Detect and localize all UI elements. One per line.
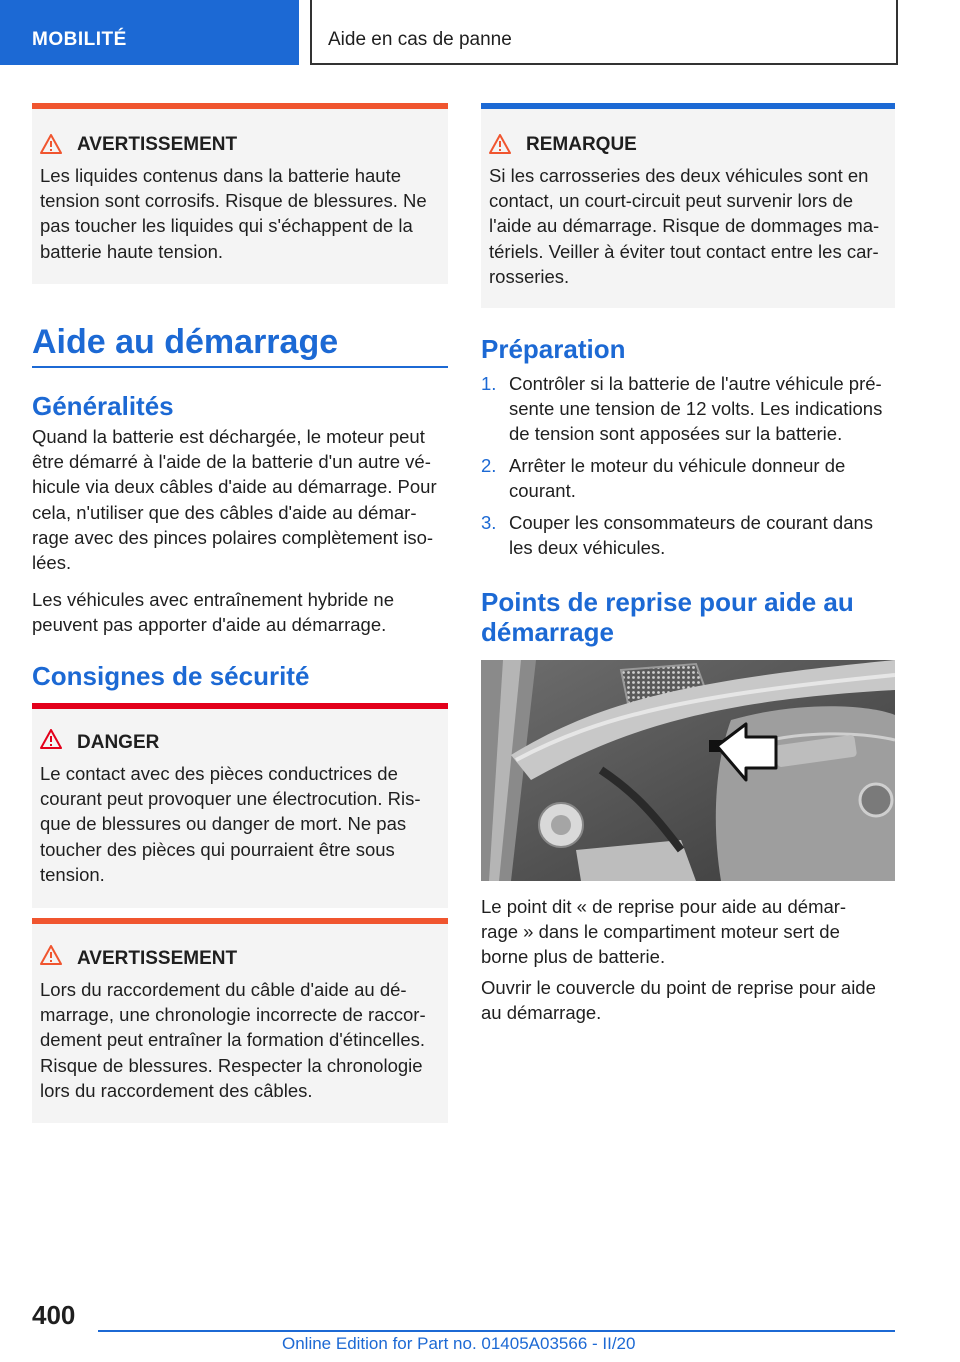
danger-box xyxy=(32,703,448,908)
warning-bar xyxy=(32,918,448,924)
chapter-title: Aide en cas de panne xyxy=(328,29,512,50)
section-tab[interactable] xyxy=(0,0,299,65)
page-number: 400 xyxy=(32,1300,76,1330)
note-box xyxy=(481,103,895,308)
warning-text: Lors du raccordement du câble d'aide au dé- marrage, une chronologie incorrecte de raccor- dement peut entraîner la formation d'étincelles. Risque de blessures. Respecter la chronologie lors du raccordement des câbles. xyxy=(40,979,426,1101)
engine-compartment-photo xyxy=(481,660,895,881)
safety-heading: Consignes de sécurité xyxy=(32,661,310,691)
main-heading: Aide au démarrage xyxy=(32,323,339,361)
danger-title: DANGER xyxy=(77,732,160,753)
danger-text: Le contact avec des pièces conductrices de courant peut provoquer une électrocution. Ris- que de blessures ou danger de mort. Ne pas toucher des pièces qui pourraient être sous tension. xyxy=(40,763,421,885)
general-paragraph-1: Quand la batterie est déchargée, le moteur peut être démarré à l'aide de la batterie d'un autre vé- hicule via deux câbles d'aide au démarrage. Pour cela, n'utiliser que des câbles d'aide au démar- rage avec des pinces polaires complètement iso- lées. xyxy=(32,426,437,574)
jump-point-paragraph-1: Le point dit « de reprise pour aide au démar- rage » dans le compartiment moteur sert de borne plus de batterie. xyxy=(481,896,847,968)
step-number: 2. xyxy=(481,455,497,476)
chapter-header xyxy=(310,0,898,65)
step-text: Arrêter le moteur du véhicule donneur de courant. xyxy=(509,455,846,502)
warning-box-battery-liquids xyxy=(32,103,448,284)
preparation-heading: Préparation xyxy=(481,334,626,364)
jump-point-paragraph-2: Ouvrir le couvercle du point de reprise pour aide au démarrage. xyxy=(481,977,876,1024)
step-number: 1. xyxy=(481,373,497,394)
footer-rule xyxy=(98,1330,895,1332)
warning-triangle-icon xyxy=(40,945,62,965)
section-label: MOBILITÉ xyxy=(32,29,127,50)
danger-bar xyxy=(32,703,448,709)
danger-triangle-icon xyxy=(40,729,62,749)
step-number: 3. xyxy=(481,512,497,533)
warning-title: AVERTISSEMENT xyxy=(77,948,238,969)
step-text: Couper les consommateurs de courant dans les deux véhicules. xyxy=(509,512,874,559)
note-bar xyxy=(481,103,895,109)
note-text: Si les carrosseries des deux véhicules sont en contact, un court-circuit peut survenir lors de l'aide au démarrage. Risque de dommages ma- tériels. Veiller à éviter tout contact entre les car- rosseries. xyxy=(489,165,880,287)
note-triangle-icon xyxy=(489,134,511,154)
warning-title: AVERTISSEMENT xyxy=(77,134,238,155)
warning-box-cable-connection xyxy=(32,918,448,1123)
jump-points-heading: Points de reprise pour aide au démarrage xyxy=(481,587,854,647)
heading-rule xyxy=(32,366,448,368)
warning-text: Les liquides contenus dans la batterie haute tension sont corrosifs. Risque de blessures. Ne pas toucher les liquides qui s'échappent de la batterie haute tension. xyxy=(40,165,427,262)
edition-text: Online Edition for Part no. 01405A03566 - II/20 xyxy=(282,1334,636,1353)
warning-bar xyxy=(32,103,448,109)
general-heading: Généralités xyxy=(32,391,174,421)
note-title: REMARQUE xyxy=(526,134,637,155)
warning-triangle-icon xyxy=(40,134,62,154)
step-text: Contrôler si la batterie de l'autre véhicule pré- sente une tension de 12 volts. Les indications de tension sont apposées sur la batterie. xyxy=(509,373,883,445)
general-paragraph-2: Les véhicules avec entraînement hybride ne peuvent pas apporter d'aide au démarrage. xyxy=(32,589,394,636)
